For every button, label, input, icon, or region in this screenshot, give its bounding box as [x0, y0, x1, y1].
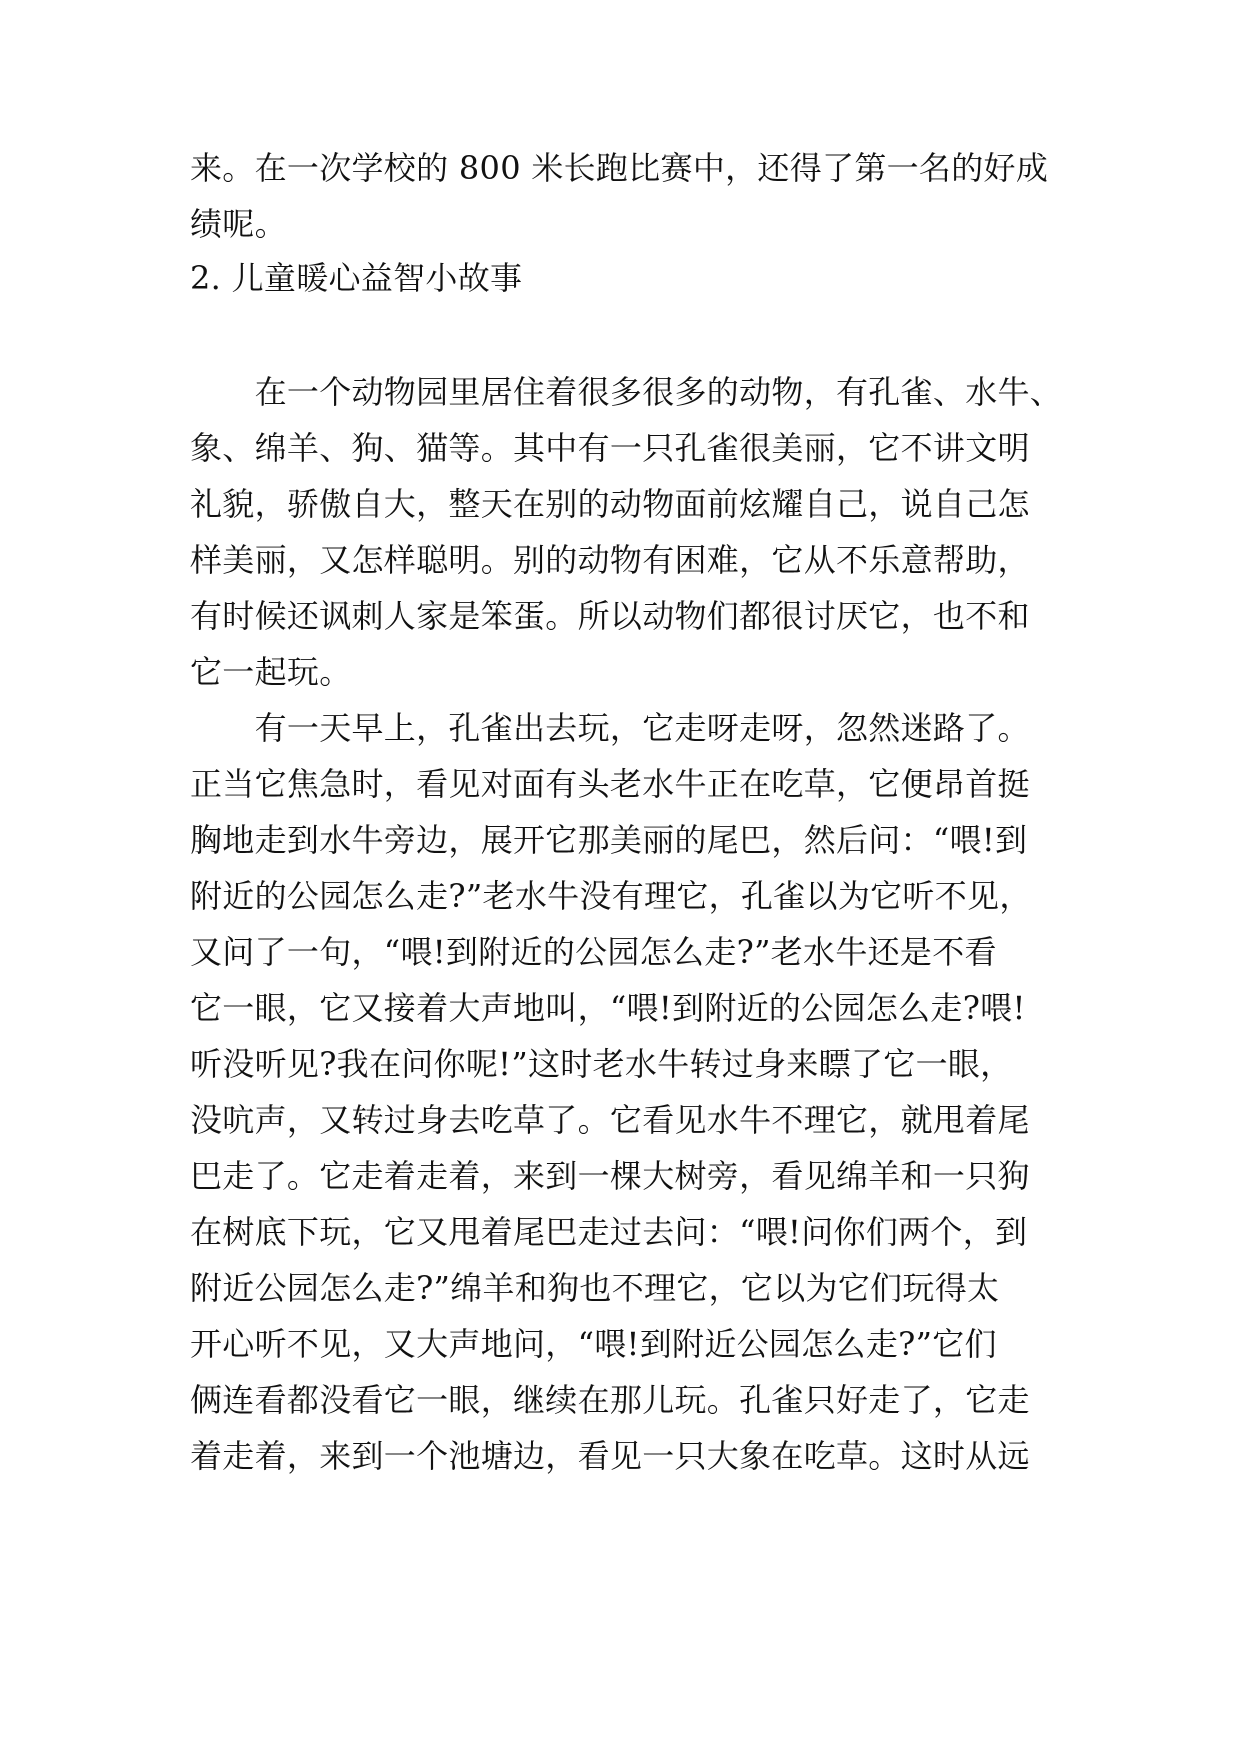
paragraph-line: 又问了一句，“喂!到附近的公园怎么走?”老水牛还是不看: [190, 933, 997, 971]
document-page: [190, 0, 1063, 1754]
text-line: 来。在一次学校的 800 米长跑比赛中，还得了第一名的好成: [190, 149, 1049, 187]
paragraph-line: 它一起玩。: [190, 653, 352, 691]
paragraph-line: 礼貌，骄傲自大，整天在别的动物面前炫耀自己，说自己怎: [190, 485, 1030, 523]
paragraph-line: 附近公园怎么走?”绵羊和狗也不理它，它以为它们玩得太: [190, 1269, 1000, 1307]
paragraph-line: 象、绵羊、狗、猫等。其中有一只孔雀很美丽，它不讲文明: [190, 429, 1030, 467]
paragraph-line: 俩连看都没看它一眼，继续在那儿玩。孔雀只好走了，它走: [190, 1381, 1030, 1419]
section-heading: 2. 儿童暖心益智小故事: [190, 259, 523, 297]
paragraph-line: 有一天早上，孔雀出去玩，它走呀走呀，忽然迷路了。: [190, 709, 1030, 747]
paragraph-line: 没吭声，又转过身去吃草了。它看见水牛不理它，就甩着尾: [190, 1101, 1030, 1139]
paragraph-line: 着走着，来到一个池塘边，看见一只大象在吃草。这时从远: [190, 1437, 1030, 1475]
paragraph-line: 有时候还讽刺人家是笨蛋。所以动物们都很讨厌它，也不和: [190, 597, 1030, 635]
paragraph-line: 正当它焦急时，看见对面有头老水牛正在吃草，它便昂首挺: [190, 765, 1030, 803]
paragraph-line: 附近的公园怎么走?”老水牛没有理它，孔雀以为它听不见，: [190, 877, 1032, 915]
paragraph-line: 样美丽，又怎样聪明。别的动物有困难，它从不乐意帮助，: [190, 541, 1030, 579]
paragraph-line: 在一个动物园里居住着很多很多的动物，有孔雀、水牛、: [190, 373, 1063, 411]
paragraph-line: 胸地走到水牛旁边，展开它那美丽的尾巴，然后问：“喂!到: [190, 821, 1028, 859]
paragraph-line: 在树底下玩，它又甩着尾巴走过去问：“喂!问你们两个，到: [190, 1213, 1028, 1251]
paragraph-line: 开心听不见，又大声地问，“喂!到附近公园怎么走?”它们: [190, 1325, 997, 1363]
text-line: 绩呢。: [190, 205, 287, 243]
paragraph-line: 它一眼，它又接着大声地叫，“喂!到附近的公园怎么走?喂!: [190, 989, 1026, 1027]
paragraph-line: 巴走了。它走着走着，来到一棵大树旁，看见绵羊和一只狗: [190, 1157, 1030, 1195]
paragraph-line: 听没听见?我在问你呢!”这时老水牛转过身来瞟了它一眼，: [190, 1045, 1013, 1083]
